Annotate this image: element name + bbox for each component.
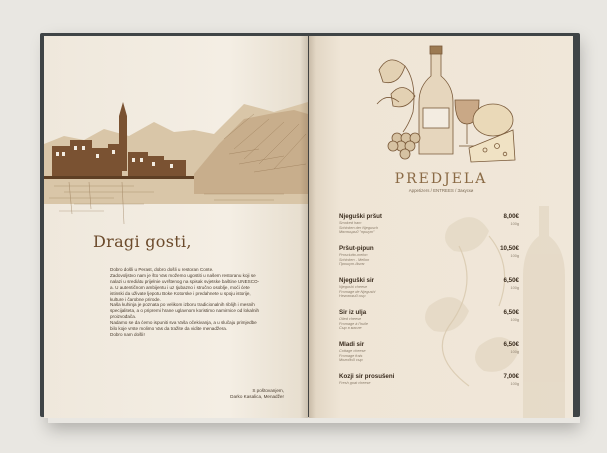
intro-paragraph: Dobro nam došli!: [110, 331, 145, 337]
item-name: Njeguški pršut: [339, 213, 382, 220]
menu-item: [339, 213, 519, 241]
item-quantity: 100g: [510, 382, 519, 386]
menu-item: [339, 245, 519, 273]
intro-paragraph: Dobro došli u Perast, dobro došli u restoran Conte.: [110, 267, 214, 272]
menu-item: [339, 341, 519, 369]
book-spine: [300, 36, 316, 418]
menu-subtitle: Appetizers / ENTREES / Закуски: [408, 188, 474, 193]
menu-title: PREDJELA: [394, 171, 488, 187]
signature-line: Darko Kasalica, Menadžer: [230, 394, 284, 400]
item-quantity: 100g: [510, 254, 519, 258]
intro-paragraph: Naša kuhinja je poznata po velikom izboru tradicionalnih riblijh i mesnih specijaliteta, a o pripremi hrane uglavnom koristimo namirnice od lokalnih proizvođača.: [110, 302, 260, 320]
item-desc-line: Schinken der Njegusch: [339, 225, 379, 230]
item-name: Mladi sir: [339, 341, 365, 348]
item-price: 6,50€: [503, 277, 519, 284]
menu-item: [339, 373, 519, 401]
item-name: Njeguški sir: [339, 277, 375, 284]
signature: [230, 388, 284, 400]
item-price: 6,50€: [503, 341, 519, 348]
item-desc-line: Prosciutto-melon: [339, 253, 368, 257]
item-quantity: 100g: [510, 318, 519, 322]
intro-text: [110, 267, 260, 338]
item-name: Pršut-pipun: [339, 245, 374, 252]
signature-line: S poštovanjem,: [252, 388, 284, 393]
item-desc-line: Прошут-дыня: [339, 262, 365, 267]
menu-item: [339, 277, 519, 305]
item-price: 8,00€: [503, 213, 519, 220]
item-desc-line: Smoked ham: [339, 221, 362, 225]
item-desc-line: Oiled cheese: [339, 317, 362, 321]
item-desc-line: Fromage frais: [339, 353, 363, 358]
perast-coast-sketch-icon: [44, 74, 308, 284]
item-price: 10,50€: [500, 245, 519, 252]
wine-bottle-grapes-cheese-icon: [369, 42, 519, 170]
item-description: [339, 253, 369, 267]
item-description: [339, 285, 375, 299]
item-quantity: 100g: [510, 350, 519, 354]
left-page: [44, 36, 308, 418]
item-desc-line: Njegushi cheese: [339, 285, 368, 289]
item-name: Kozji sir prosušeni: [339, 373, 395, 380]
item-quantity: 100g: [510, 222, 519, 226]
item-description: [339, 349, 366, 363]
item-quantity: 100g: [510, 286, 519, 290]
intro-paragraph: Nadamo se da ćemo ispuniti sva Vaša očekivanja, a u slučaju primjedbe bilo koje vrste molimo Vas da tražite da vidite menadžera.: [110, 320, 257, 332]
item-description: [339, 221, 378, 235]
menu-item: [339, 309, 519, 337]
item-desc-line: Schinken - Mellon: [339, 257, 370, 262]
item-desc-line: Fromage de Njegushi: [339, 289, 376, 294]
item-desc-line: Fresh goat cheese: [339, 381, 371, 385]
item-name: Sir iz ulja: [339, 309, 367, 316]
item-desc-line: Cottage cheese: [339, 349, 366, 353]
item-desc-line: Fromage à l'huile: [339, 321, 369, 326]
item-price: 6,50€: [503, 309, 519, 316]
item-desc-line: Неговский сыр: [339, 294, 366, 299]
right-page: [309, 36, 573, 418]
greeting-heading: Dragi gosti,: [93, 232, 192, 251]
item-price: 7,00€: [503, 373, 519, 380]
item-desc-line: Молодой сыр: [339, 358, 363, 363]
item-desc-line: Мясницкий "пршут": [339, 230, 375, 235]
intro-paragraph: Zadovoljstvo nam je što Vas možemo ugostiti u našem restoranu koji se nalazi u srediátu prijelnie uvrštenog na spisak svjetske baštine UNESCO-a. U autentičnom ambijentu i uz Ijubazno i stručno osoblje, moći ćete istinski da uživate ljepotu Boke Kotorske i predahnete u spoju istorije, kulture i čarobne prirode.: [110, 272, 260, 302]
item-description: [339, 317, 368, 331]
item-description: [339, 381, 370, 386]
item-desc-line: Сыр в масле: [339, 326, 362, 331]
